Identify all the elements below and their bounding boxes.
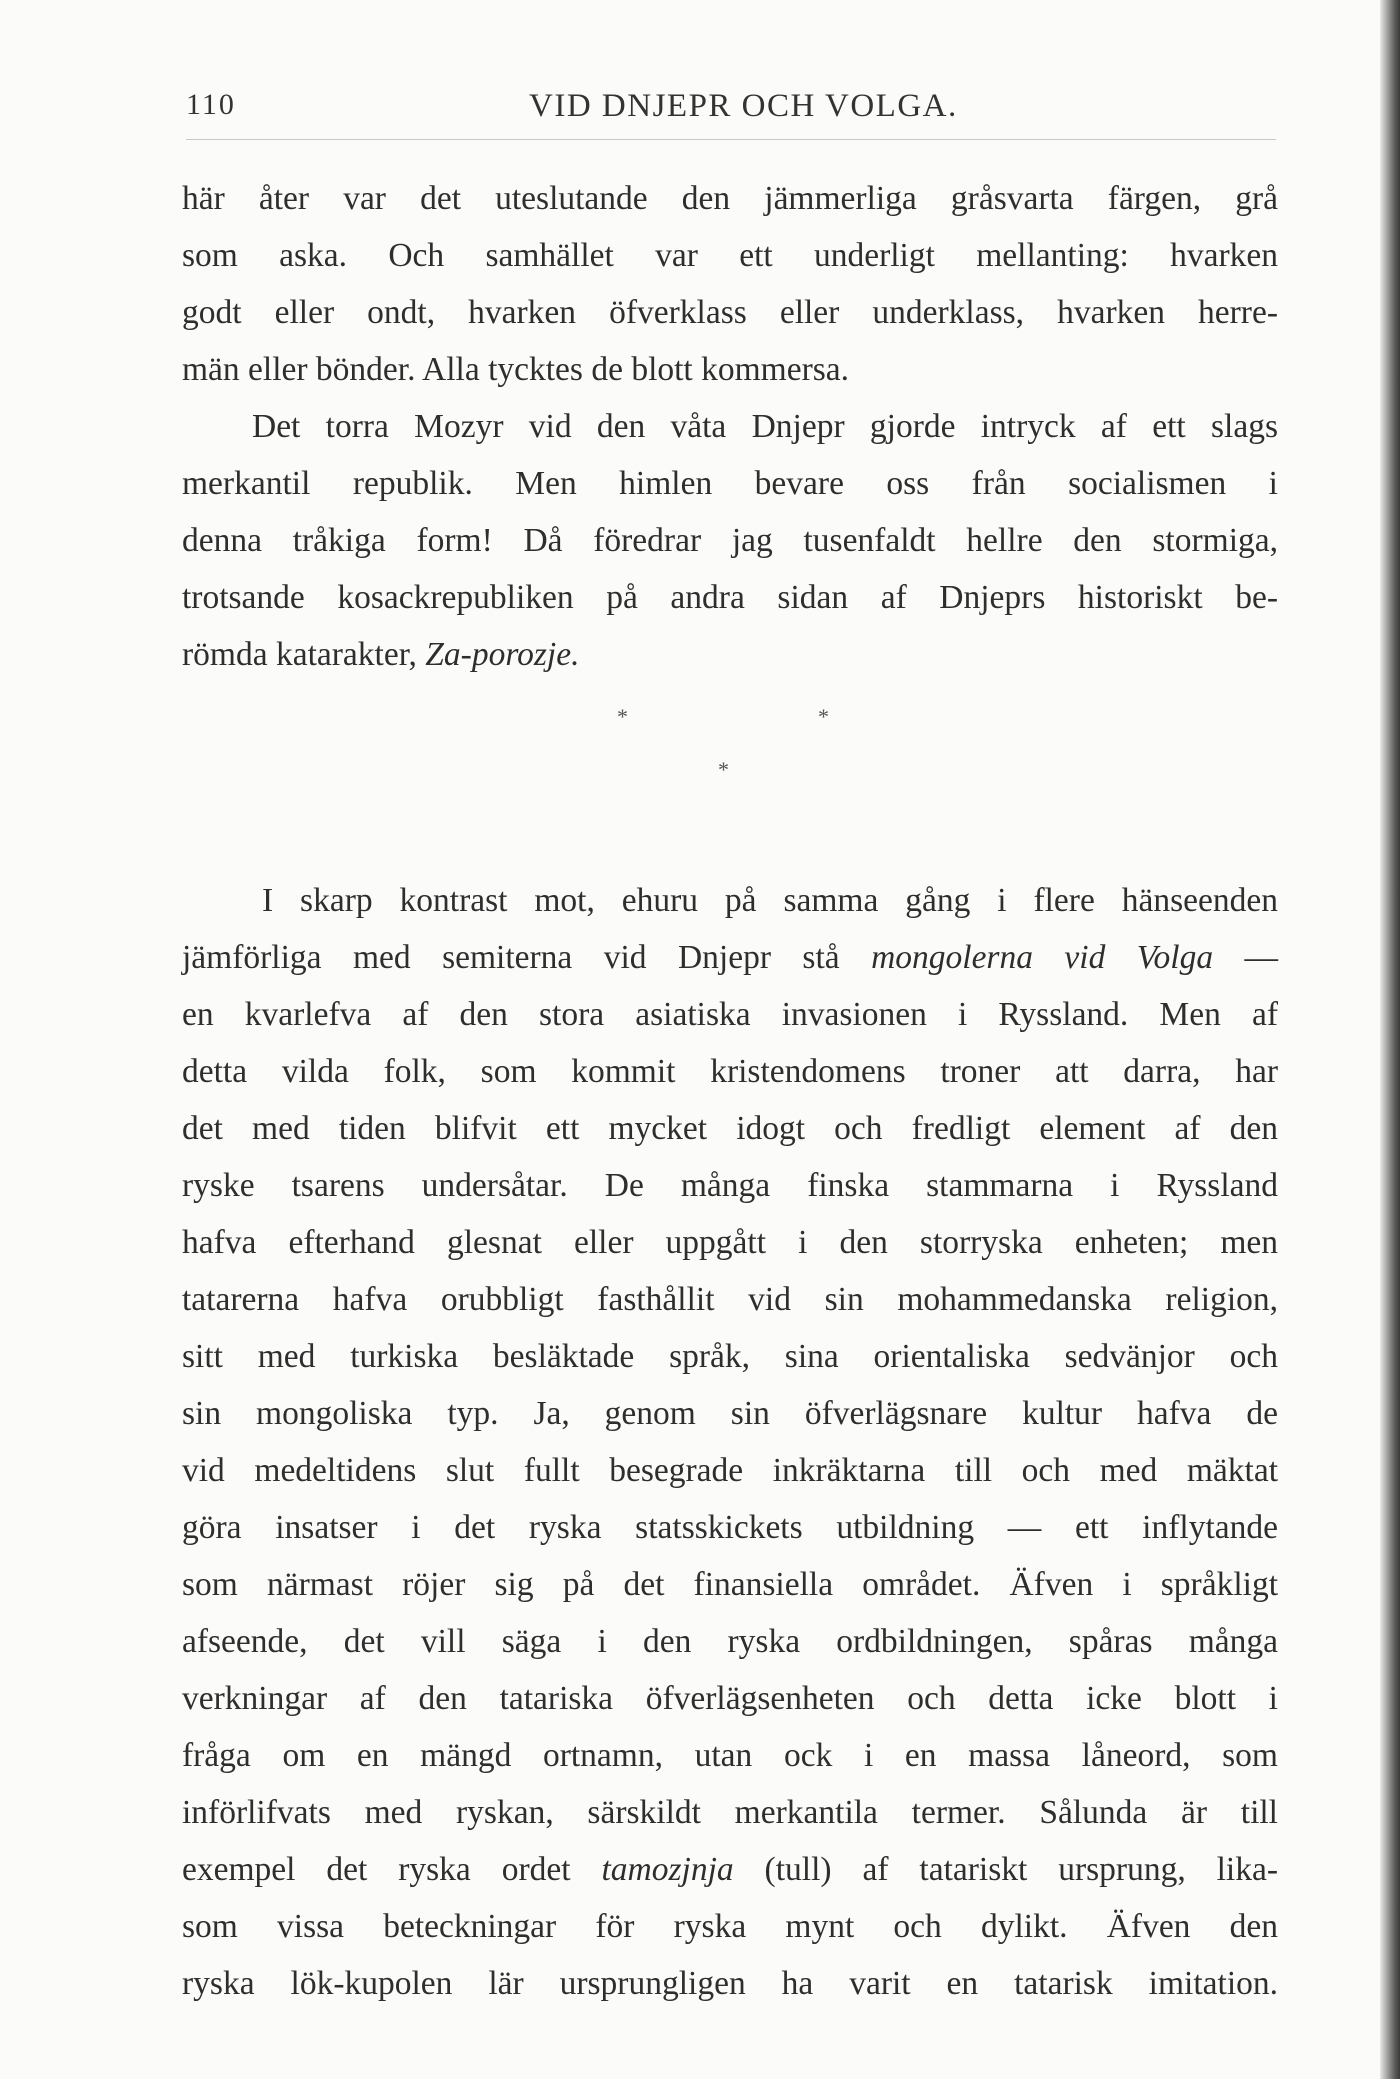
running-head: VID DNJEPR OCH VOLGA. xyxy=(529,88,958,124)
italic-word: tamozjnja xyxy=(601,1851,734,1888)
text-line: som vissa beteckningar för ryska mynt och dylikt. Äfven den xyxy=(182,1908,1278,1945)
text-line: detta vilda folk, som kommit kristendomens troner att darra, har xyxy=(182,1053,1278,1090)
page-binding-edge xyxy=(1380,0,1400,2079)
asterism-star: * xyxy=(617,704,628,729)
page-header xyxy=(186,88,1276,138)
text-segment: jämförliga med semiterna vid Dnjepr stå xyxy=(182,939,872,976)
text-line: trotsande kosackrepubliken på andra sidan af Dnjeprs historiskt be- xyxy=(182,579,1278,616)
text-line: ryske tsarens undersåtar. De många finska stammarna i Ryssland xyxy=(182,1167,1278,1204)
text-line: fråga om en mängd ortnamn, utan ock i en massa låneord, som xyxy=(182,1737,1278,1774)
text-line: som aska. Och samhället var ett underligt mellanting: hvarken xyxy=(182,237,1278,274)
text-line: män eller bönder. Alla tycktes de blott kommersa. xyxy=(182,351,850,388)
text-line: göra insatser i det ryska statsskickets utbildning — ett inflytande xyxy=(182,1509,1278,1546)
text-line: sitt med turkiska besläktade språk, sina orientaliska sedvänjor och xyxy=(182,1338,1278,1375)
text-line: här åter var det uteslutande den jämmerliga gråsvarta färgen, grå xyxy=(182,180,1278,217)
text-line xyxy=(182,1841,1278,1898)
italic-place-name: Za-porozje. xyxy=(425,636,580,673)
text-line: det med tiden blifvit ett mycket idogt och fredligt element af den xyxy=(182,1110,1278,1147)
text-segment: römda katarakter, xyxy=(182,636,426,673)
asterism-star: * xyxy=(718,757,729,782)
asterism-star: * xyxy=(818,704,829,729)
text-segment: (tull) af tatariskt ursprung, lika- xyxy=(733,1851,1278,1888)
text-segment: exempel det ryska ordet xyxy=(182,1851,602,1888)
text-line: merkantil republik. Men himlen bevare oss från socialismen i xyxy=(182,465,1278,502)
text-line: tatarerna hafva orubbligt fasthållit vid sin mohammedanska religion, xyxy=(182,1281,1278,1318)
text-line: denna tråkiga form! Då föredrar jag tusenfaldt hellre den stormiga, xyxy=(182,522,1278,559)
page-number: 110 xyxy=(186,88,236,121)
text-line: ryska lök-kupolen lär ursprungligen ha varit en tatarisk imitation. xyxy=(182,1965,1278,2002)
text-line: verkningar af den tatariska öfverlägsenheten och detta icke blott i xyxy=(182,1680,1278,1717)
text-line xyxy=(182,929,1278,986)
text-line: hafva efterhand glesnat eller uppgått i den storryska enheten; men xyxy=(182,1224,1278,1261)
text-line: sin mongoliska typ. Ja, genom sin öfverlägsnare kultur hafva de xyxy=(182,1395,1278,1432)
header-rule xyxy=(186,139,1276,140)
text-line: som närmast röjer sig på det finansiella området. Äfven i språkligt xyxy=(182,1566,1278,1603)
text-line: införlifvats med ryskan, särskildt merkantila termer. Sålunda är till xyxy=(182,1794,1278,1831)
text-line: Det torra Mozyr vid den våta Dnjepr gjorde intryck af ett slags xyxy=(252,408,1278,445)
text-line: en kvarlefva af den stora asiatiska invasionen i Ryssland. Men af xyxy=(182,996,1278,1033)
paragraph-1 xyxy=(182,170,1278,683)
paragraph-2 xyxy=(182,872,1278,2012)
text-segment: — xyxy=(1213,939,1279,976)
text-line: godt eller ondt, hvarken öfverklass eller underklass, hvarken herre- xyxy=(182,294,1278,331)
text-line xyxy=(182,626,1278,683)
text-line: vid medeltidens slut fullt besegrade inkräktarna till och med mäktat xyxy=(182,1452,1278,1489)
text-line: afseende, det vill säga i den ryska ordbildningen, spåras många xyxy=(182,1623,1278,1660)
italic-phrase: mongolerna vid Volga xyxy=(871,939,1214,976)
text-line: I skarp kontrast mot, ehuru på samma gång i flere hänseenden xyxy=(262,882,1278,919)
